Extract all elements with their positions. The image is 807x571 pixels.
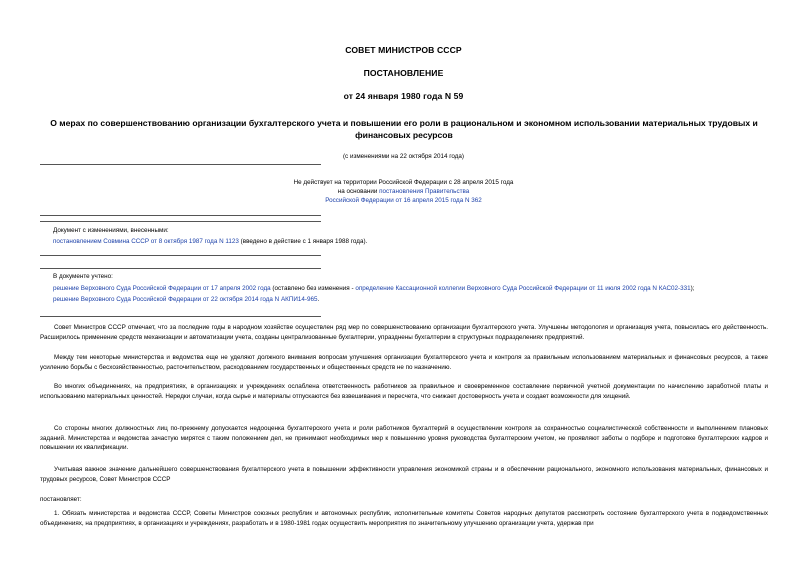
divider (40, 316, 321, 317)
considered-text: (оставлено без изменения - (270, 285, 356, 292)
divider (40, 255, 321, 256)
paragraph (40, 495, 768, 505)
paragraph (40, 382, 768, 401)
amendments-heading: Документ с изменениями, внесенными: (53, 227, 169, 234)
revision-note: (с изменениями на 22 октября 2014 года) (342, 153, 465, 160)
status-line-1: Не действует на территории Российской Федерации с 28 апреля 2015 года (293, 179, 514, 186)
paragraph-text: постановляет: (40, 496, 82, 503)
cassation-ruling-link[interactable]: определение Кассационной коллегии Верховного Суда Российской Федерации от 11 июля 2002 года N КАС02-331 (355, 285, 691, 292)
divider (40, 268, 321, 269)
considered-text: ); (690, 285, 695, 292)
government-decree-link[interactable]: постановления Правительства (379, 188, 470, 195)
paragraph (40, 323, 768, 342)
document-date: от 24 января 1980 года N 59 (343, 91, 464, 101)
paragraph-text: Во многих объединениях, на предприятиях, в организациях и учреждениях ослаблена ответственность работников за правильное и своевременное составление первичной учетной документации по начислению заработной платы и использованию материальных ценностей. Нередки случаи, когда сырье и материалы отпускаются без взвешивания и пересчета, что снижает достоверность учета и создает возможности для хищений. (40, 383, 768, 400)
paragraph (40, 353, 768, 372)
paragraph-text: 1. Обязать министерства и ведомства СССР, Советы Министров союзных республик и автономных республик, исполнительные комитеты Советов народных депутатов рассмотреть состояние бухгалтерского учета в подведомственных объединениях, на предприятиях, в организациях и учреждениях, разработать и в 1980-1981 годах осуществить мероприятия по значительному улучшению организации учета, удержав при (40, 510, 768, 527)
issuing-body: СОВЕТ МИНИСТРОВ СССР (345, 45, 462, 55)
amendment-link[interactable]: постановлением Совмина СССР от 8 октября 1987 года N 1123 (53, 238, 239, 245)
divider (40, 164, 321, 165)
paragraph-text: Учитывая важное значение дальнейшего совершенствования бухгалтерского учета в повышении эффективности управления экономикой страны и в обеспечении рационального, экономного использования материальных, финансовых и трудовых ресурсов, Совет Министров СССР (40, 466, 768, 483)
court-decision-link-2002[interactable]: решение Верховного Суда Российской Федерации от 17 апреля 2002 года (53, 285, 271, 292)
paragraph (40, 465, 768, 484)
paragraph-text: Совет Министров СССР отмечает, что за последние годы в народном хозяйстве осуществлен ряд мер по совершенствованию организации бухгалтерского учета. Улучшены методология и организация учета, повысилась его действенность. Расширилось применение средств механизации и автоматизации учета, созданы централизованные бухгалтерии, упразднены бухгалтерии в структурных подразделениях предприятий. (40, 324, 768, 341)
divider (40, 215, 321, 216)
status-block (0, 178, 807, 205)
court-decision-link-2014[interactable]: решение Верховного Суда Российской Федерации от 22 октября 2014 года N АКПИ14-965 (53, 296, 318, 303)
paragraph (40, 509, 768, 528)
divider (40, 221, 321, 222)
considered-text: . (317, 296, 320, 303)
government-decree-link-cont[interactable]: Российской Федерации от 16 апреля 2015 года N 362 (325, 197, 482, 204)
considered-block (53, 272, 768, 304)
status-line-2 (0, 187, 807, 196)
document-title: О мерах по совершенствованию организации бухгалтерского учета и повышении его роли в рациональном и экономном использовании материальных трудовых и финансовых ресурсов (50, 118, 758, 140)
paragraph-text: Между тем некоторые министерства и ведомства еще не уделяют должного внимания вопросам улучшения организации бухгалтерского учета и контроля за правильным использованием материальных и финансовых ресурсов, а также усилению борьбы с бесхозяйственностью, расточительством, расходованием государственных и общественных средств не по назначению. (40, 354, 768, 371)
paragraph (40, 424, 768, 453)
considered-heading: В документе учтено: (53, 273, 113, 280)
status-prefix: на основании (337, 188, 380, 195)
paragraph-text: Со стороны многих должностных лиц по-прежнему допускается недооценка бухгалтерского учета и роли работников бухгалтерий в осуществлении контроля за сохранностью социалистической собственности и выполнением плановых заданий. Министерства и ведомства зачастую мирятся с таким положением дел, не принимают необходимых мер к повышению уровня руководства бухгалтерским учетом, не проявляют заботы о подборе и подготовке бухгалтерских кадров и повышении их квалификации. (40, 425, 768, 452)
document-type: ПОСТАНОВЛЕНИЕ (363, 68, 444, 78)
amendments-block (53, 226, 768, 246)
amendment-suffix: (введено в действие с 1 января 1988 года). (238, 238, 368, 245)
